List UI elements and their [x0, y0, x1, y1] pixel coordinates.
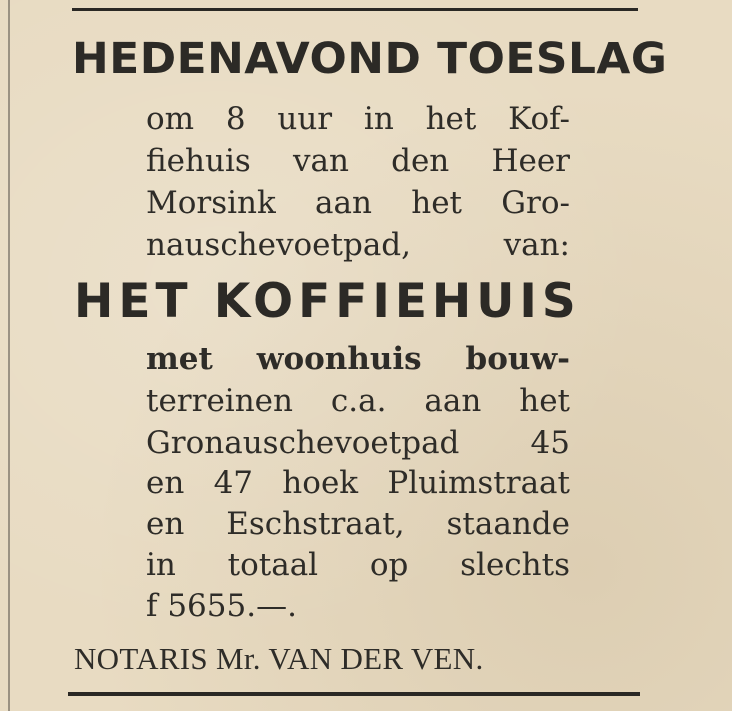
description-line: en Eschstraat, staande [146, 506, 570, 542]
intro-line: fiehuis van den Heer [146, 143, 570, 179]
intro-line: Morsink aan het Gro- [146, 185, 570, 221]
description-line: en 47 hoek Pluimstraat [146, 465, 570, 501]
description-line: Gronauschevoetpad 45 [146, 425, 570, 461]
bottom-rule [68, 692, 640, 696]
property-title: HET KOFFIEHUIS [74, 274, 581, 329]
intro-line: om 8 uur in het Kof- [146, 101, 570, 137]
notary-signature: NOTARIS Mr. VAN DER VEN. [74, 641, 484, 676]
top-rule [72, 8, 638, 11]
description-line: terreinen c.a. aan het [146, 383, 570, 419]
column-divider [8, 0, 10, 711]
intro-line: nauschevoetpad, van: [146, 227, 570, 263]
description-line: in totaal op slechts [146, 547, 570, 583]
price-line: f 5655.—. [146, 588, 297, 624]
description-line: met woonhuis bouw- [146, 341, 570, 377]
headline: HEDENAVOND TOESLAG [72, 34, 668, 84]
